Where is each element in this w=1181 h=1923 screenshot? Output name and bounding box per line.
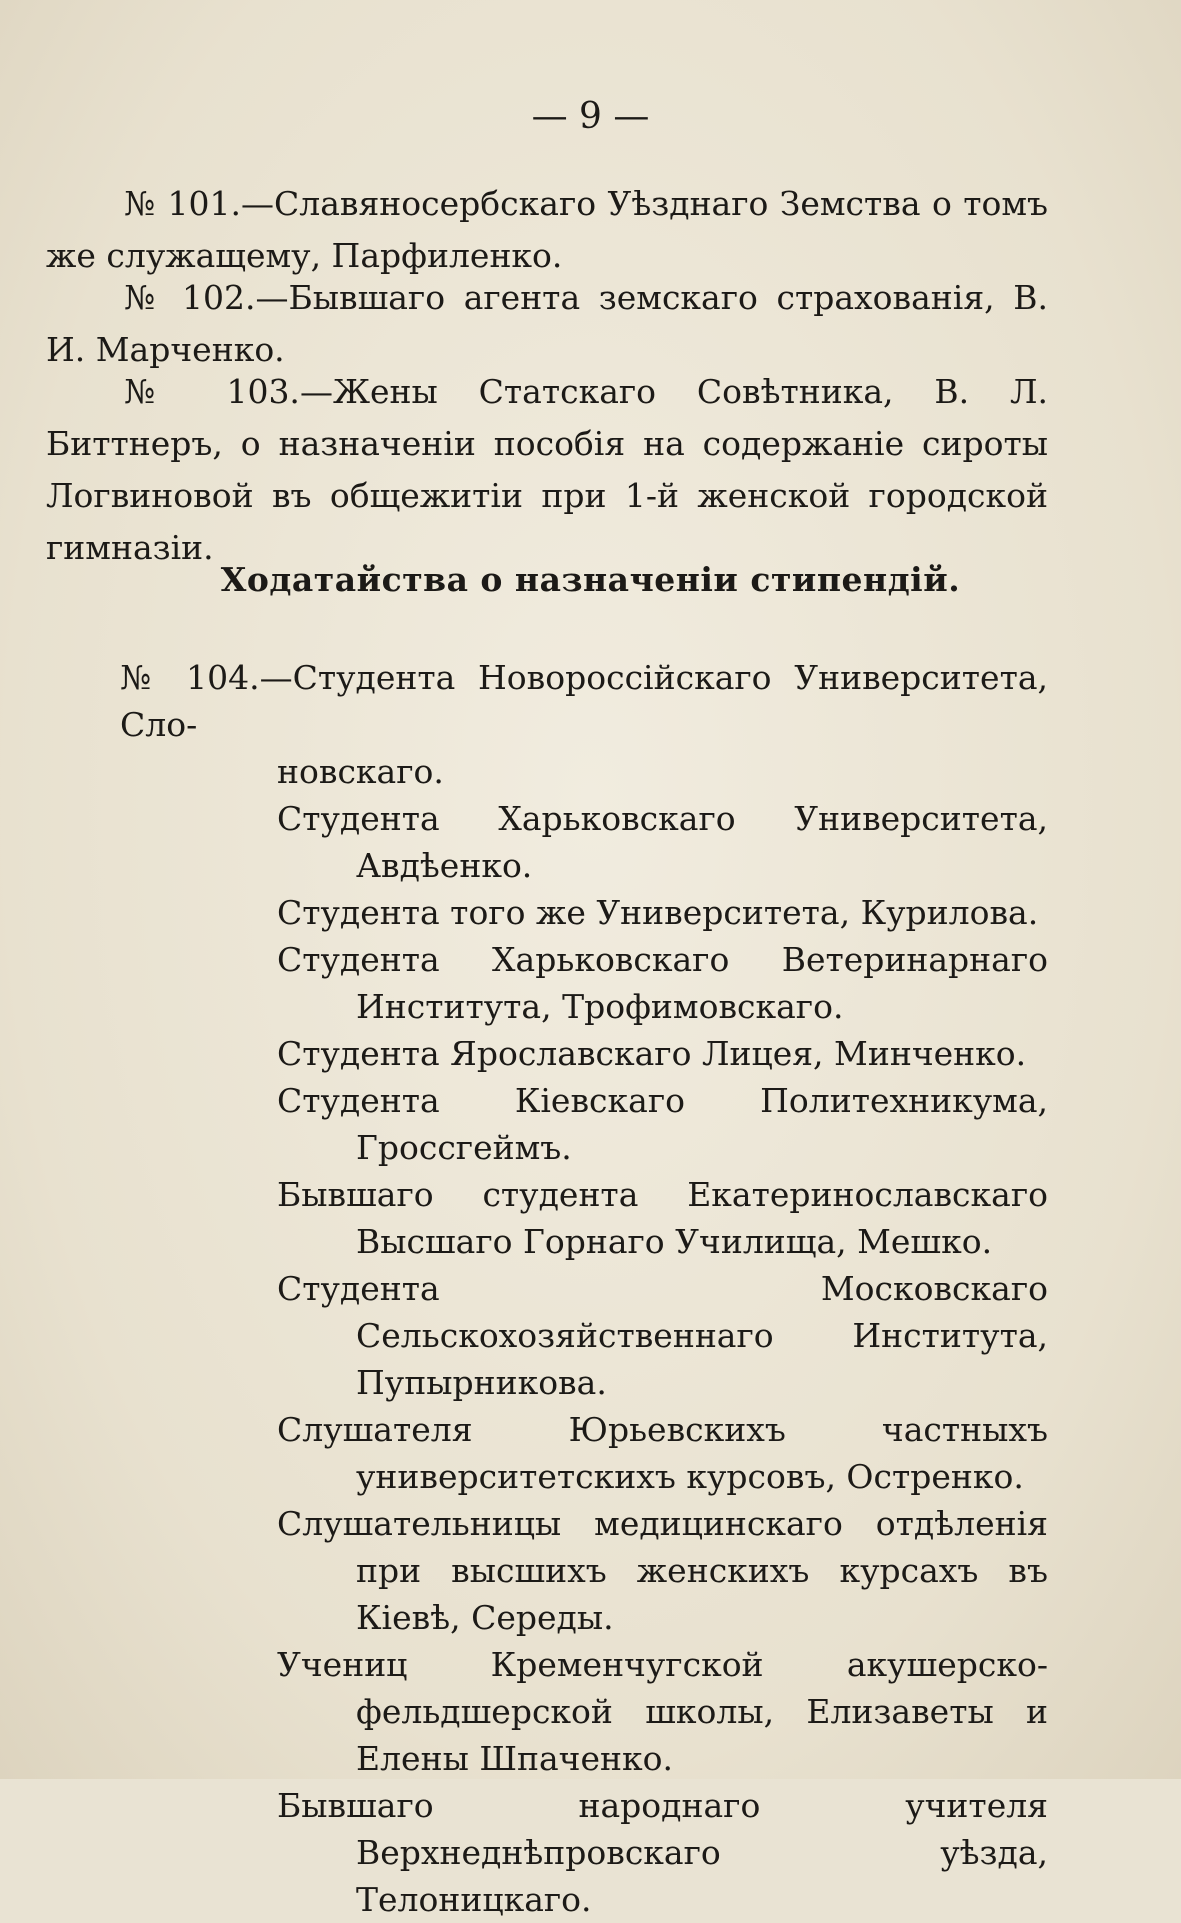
entry-number: № 103.: [124, 372, 300, 411]
entry-text: —Жены Статскаго Совѣтника, В. Л. Биттнеръ, о назначеніи пособія на содержаніе сироты Логвиновой въ общежитіи при 1-й женской городской гимназіи.: [46, 372, 1048, 567]
entry-text-continuation: новскаго.: [277, 752, 444, 791]
entry-text: —Славяносербскаго Уѣзднаго Земства о томъ же служащему, Парфиленко.: [46, 184, 1048, 275]
stipend-list: [120, 795, 1048, 1923]
list-item: Студента Харьковскаго Ветеринарнаго Института, Трофимовскаго.: [277, 940, 1048, 1026]
list-item: Учениц Кременчугской акушерско-фельдшерской школы, Елизаветы и Елены Шпаченко.: [277, 1645, 1048, 1778]
entry-104: [120, 654, 1048, 1923]
list-item: Бывшаго народнаго учителя Верхнеднѣпровскаго уѣзда, Телоницкаго.: [277, 1786, 1048, 1919]
list-item: Студента того же Университета, Курилова.: [277, 893, 1039, 932]
list-item: Бывшаго студента Екатеринославскаго Высшаго Горнаго Училища, Мешко.: [277, 1175, 1048, 1261]
entry-number: № 102.: [124, 278, 256, 317]
entry-104-first: [120, 654, 1048, 795]
paragraph-103: [46, 366, 1048, 574]
entry-number: № 101.: [124, 184, 242, 223]
entry-text: —Бывшаго агента земскаго страхованія, В. И. Марченко.: [46, 278, 1048, 369]
list-item: Слушательницы медицинскаго отдѣленія при высшихъ женскихъ курсахъ въ Кіевѣ, Середы.: [277, 1504, 1048, 1637]
entry-text: —Студента Новороссійскаго Университета, Сло-: [120, 658, 1048, 744]
entry-number: № 104.: [120, 658, 260, 697]
section-heading: Ходатайства о назначеніи стипендій.: [220, 560, 961, 599]
paragraph-102: [46, 272, 1048, 376]
list-item: Студента Харьковскаго Университета, Авдѣенко.: [277, 799, 1048, 885]
list-item: Студента Ярославскаго Лицея, Минченко.: [277, 1034, 1027, 1073]
list-item: Слушателя Юрьевскихъ частныхъ университетскихъ курсовъ, Остренко.: [277, 1410, 1048, 1496]
page-number: — 9 —: [531, 96, 650, 137]
list-item: Студента Кіевскаго Политехникума, Гроссгеймъ.: [277, 1081, 1048, 1167]
paragraph-101: [46, 178, 1048, 282]
list-item: Студента Московскаго Сельскохозяйственнаго Института, Пупырникова.: [277, 1269, 1048, 1402]
